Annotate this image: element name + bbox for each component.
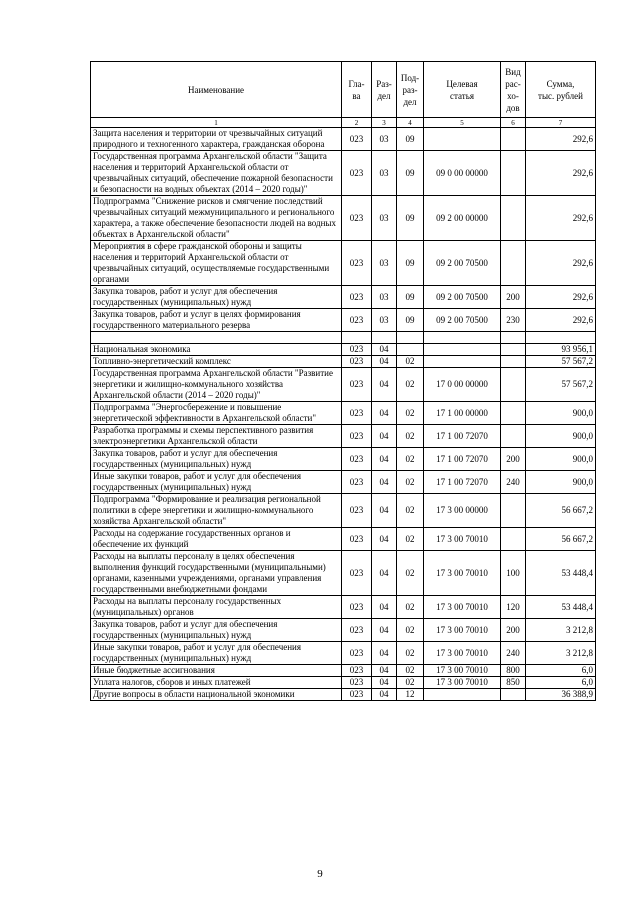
table-row — [91, 356, 596, 368]
cell-sum: 292,6 — [526, 196, 596, 241]
cell-expense-type: 850 — [501, 677, 526, 689]
cell-name: Расходы на содержание государственных органов и обеспечение их функций — [91, 528, 342, 551]
cell-sum: 3 212,8 — [526, 642, 596, 665]
cell-sum: 6,0 — [526, 677, 596, 689]
table-row — [91, 689, 596, 701]
cell-sum — [526, 332, 596, 344]
cell-expense-type — [501, 494, 526, 528]
cell-chapter: 023 — [342, 619, 372, 642]
cell-expense-type: 240 — [501, 642, 526, 665]
cell-section: 04 — [372, 551, 397, 596]
cell-section: 04 — [372, 368, 397, 402]
table-row — [91, 402, 596, 425]
cell-expense-type — [501, 344, 526, 356]
cell-expense-type: 120 — [501, 596, 526, 619]
cell-subsection: 09 — [397, 128, 424, 151]
cell-sum: 900,0 — [526, 448, 596, 471]
cell-chapter: 023 — [342, 309, 372, 332]
cell-expense-type — [501, 128, 526, 151]
cell-section: 04 — [372, 356, 397, 368]
cell-section — [372, 332, 397, 344]
cell-expense-type — [501, 151, 526, 196]
cell-sum: 292,6 — [526, 309, 596, 332]
cell-chapter: 023 — [342, 402, 372, 425]
cell-expense-type: 240 — [501, 471, 526, 494]
cell-subsection: 02 — [397, 448, 424, 471]
cell-subsection: 09 — [397, 151, 424, 196]
cell-name: Подпрограмма "Формирование и реализация региональной политики в сфере энергетики и жилищно-коммунального хозяйства Архангельской области" — [91, 494, 342, 528]
cell-subsection: 09 — [397, 286, 424, 309]
cell-subsection: 02 — [397, 551, 424, 596]
cell-target — [424, 356, 501, 368]
cell-name: Закупка товаров, работ и услуг для обеспечения государственных (муниципальных) нужд — [91, 286, 342, 309]
cell-expense-type — [501, 425, 526, 448]
cell-target: 17 3 00 70010 — [424, 551, 501, 596]
cell-chapter: 023 — [342, 196, 372, 241]
cell-target: 17 3 00 70010 — [424, 619, 501, 642]
cell-name: Иные закупки товаров, работ и услуг для обеспечения государственных (муниципальных) нужд — [91, 642, 342, 665]
cell-sum: 53 448,4 — [526, 596, 596, 619]
cell-chapter: 023 — [342, 596, 372, 619]
header-target: Целевая статья — [424, 62, 501, 118]
column-number: 6 — [501, 118, 526, 128]
cell-subsection: 12 — [397, 689, 424, 701]
table-row — [91, 448, 596, 471]
cell-target — [424, 128, 501, 151]
table-row — [91, 332, 596, 344]
table-row — [91, 596, 596, 619]
cell-section: 04 — [372, 689, 397, 701]
header-subsection: Под- раз- дел — [397, 62, 424, 118]
cell-chapter: 023 — [342, 528, 372, 551]
header-row — [91, 62, 596, 118]
cell-subsection: 02 — [397, 642, 424, 665]
cell-sum: 292,6 — [526, 128, 596, 151]
table-row — [91, 309, 596, 332]
cell-target: 17 1 00 72070 — [424, 425, 501, 448]
column-number: 2 — [342, 118, 372, 128]
cell-chapter: 023 — [342, 471, 372, 494]
cell-sum: 900,0 — [526, 425, 596, 448]
cell-sum: 53 448,4 — [526, 551, 596, 596]
header-expense-type: Вид рас- хо- дов — [501, 62, 526, 118]
cell-expense-type — [501, 356, 526, 368]
cell-section: 04 — [372, 596, 397, 619]
cell-sum: 3 212,8 — [526, 619, 596, 642]
cell-name: Закупка товаров, работ и услуг для обеспечения государственных (муниципальных) нужд — [91, 619, 342, 642]
cell-chapter: 023 — [342, 368, 372, 402]
cell-sum: 93 956,1 — [526, 344, 596, 356]
cell-expense-type — [501, 196, 526, 241]
cell-target: 17 3 00 70010 — [424, 665, 501, 677]
cell-expense-type — [501, 402, 526, 425]
cell-name: Защита населения и территории от чрезвычайных ситуаций природного и техногенного характера, гражданская оборона — [91, 128, 342, 151]
cell-name: Закупка товаров, работ и услуг в целях формирования государственного материального резерва — [91, 309, 342, 332]
cell-expense-type — [501, 241, 526, 286]
cell-target — [424, 689, 501, 701]
cell-section: 03 — [372, 151, 397, 196]
cell-section: 03 — [372, 196, 397, 241]
cell-expense-type: 200 — [501, 448, 526, 471]
cell-chapter: 023 — [342, 665, 372, 677]
cell-subsection — [397, 332, 424, 344]
cell-subsection: 02 — [397, 494, 424, 528]
table-row — [91, 128, 596, 151]
cell-target: 09 2 00 70500 — [424, 241, 501, 286]
cell-name: Подпрограмма "Снижение рисков и смягчение последствий чрезвычайных ситуаций межмуниципального и регионального характера, а также обеспечение безопасности людей на водных объектах в Архангельской области" — [91, 196, 342, 241]
cell-chapter: 023 — [342, 551, 372, 596]
cell-subsection: 02 — [397, 677, 424, 689]
cell-name: Расходы на выплаты персоналу государственных (муниципальных) органов — [91, 596, 342, 619]
table-row — [91, 619, 596, 642]
header-chapter: Гла- ва — [342, 62, 372, 118]
cell-section: 04 — [372, 448, 397, 471]
cell-subsection: 09 — [397, 196, 424, 241]
cell-chapter: 023 — [342, 128, 372, 151]
header-section: Раз- дел — [372, 62, 397, 118]
cell-chapter: 023 — [342, 448, 372, 471]
cell-name: Национальная экономика — [91, 344, 342, 356]
cell-section: 03 — [372, 128, 397, 151]
cell-section: 03 — [372, 286, 397, 309]
cell-sum: 57 567,2 — [526, 356, 596, 368]
cell-subsection: 02 — [397, 665, 424, 677]
budget-table — [90, 61, 596, 701]
cell-sum: 292,6 — [526, 151, 596, 196]
cell-target: 17 3 00 70010 — [424, 642, 501, 665]
cell-chapter — [342, 332, 372, 344]
cell-expense-type — [501, 528, 526, 551]
cell-subsection: 09 — [397, 241, 424, 286]
cell-target — [424, 344, 501, 356]
table-row — [91, 344, 596, 356]
cell-expense-type: 200 — [501, 286, 526, 309]
table-row — [91, 471, 596, 494]
cell-name: Иные бюджетные ассигнования — [91, 665, 342, 677]
column-number-row — [91, 118, 596, 128]
cell-name: Государственная программа Архангельской области "Защита населения и территорий Архангельской области от чрезвычайных ситуаций, обеспечение пожарной безопасности и безопасности на водных объектах (2014 – 2020 годы)" — [91, 151, 342, 196]
cell-sum: 6,0 — [526, 665, 596, 677]
cell-target: 09 2 00 00000 — [424, 196, 501, 241]
cell-expense-type: 800 — [501, 665, 526, 677]
column-number: 4 — [397, 118, 424, 128]
cell-sum: 292,6 — [526, 241, 596, 286]
cell-chapter: 023 — [342, 356, 372, 368]
cell-chapter: 023 — [342, 241, 372, 286]
cell-sum: 36 388,9 — [526, 689, 596, 701]
column-number: 1 — [91, 118, 342, 128]
cell-section: 04 — [372, 471, 397, 494]
cell-chapter: 023 — [342, 642, 372, 665]
column-number: 7 — [526, 118, 596, 128]
table-row — [91, 528, 596, 551]
cell-target: 17 1 00 00000 — [424, 402, 501, 425]
cell-expense-type — [501, 332, 526, 344]
cell-subsection: 02 — [397, 528, 424, 551]
page-number: 9 — [317, 868, 323, 880]
header-sum: Сумма, тыс. рублей — [526, 62, 596, 118]
cell-expense-type — [501, 368, 526, 402]
cell-name: Иные закупки товаров, работ и услуг для обеспечения государственных (муниципальных) нужд — [91, 471, 342, 494]
cell-target: 17 3 00 00000 — [424, 494, 501, 528]
cell-section: 04 — [372, 425, 397, 448]
cell-subsection: 02 — [397, 471, 424, 494]
cell-expense-type — [501, 689, 526, 701]
cell-name: Государственная программа Архангельской области "Развитие энергетики и жилищно-коммунального хозяйства Архангельской области (2014 – 2020 годы)" — [91, 368, 342, 402]
cell-section: 04 — [372, 619, 397, 642]
cell-section: 03 — [372, 309, 397, 332]
cell-section: 04 — [372, 642, 397, 665]
cell-sum: 57 567,2 — [526, 368, 596, 402]
cell-expense-type: 100 — [501, 551, 526, 596]
cell-expense-type: 230 — [501, 309, 526, 332]
table-row — [91, 551, 596, 596]
cell-name: Расходы на выплаты персоналу в целях обеспечения выполнения функций государственными (муниципальными) органами, казенными учреждениями, органами управления государственными внебюджетными фондами — [91, 551, 342, 596]
cell-chapter: 023 — [342, 494, 372, 528]
cell-name: Другие вопросы в области национальной экономики — [91, 689, 342, 701]
cell-target: 17 3 00 70010 — [424, 528, 501, 551]
header-name: Наименование — [91, 62, 342, 118]
cell-subsection — [397, 344, 424, 356]
cell-section: 04 — [372, 677, 397, 689]
column-number: 5 — [424, 118, 501, 128]
cell-sum: 56 667,2 — [526, 528, 596, 551]
table-row — [91, 196, 596, 241]
cell-name — [91, 332, 342, 344]
table-row — [91, 286, 596, 309]
cell-target: 09 2 00 70500 — [424, 286, 501, 309]
cell-chapter: 023 — [342, 344, 372, 356]
cell-chapter: 023 — [342, 689, 372, 701]
table-row — [91, 368, 596, 402]
table-row — [91, 642, 596, 665]
cell-name: Мероприятия в сфере гражданской обороны и защиты населения и территорий Архангельской области от чрезвычайных ситуаций, осуществляемые государственными органами — [91, 241, 342, 286]
cell-expense-type: 200 — [501, 619, 526, 642]
cell-subsection: 02 — [397, 368, 424, 402]
cell-subsection: 02 — [397, 619, 424, 642]
cell-chapter: 023 — [342, 425, 372, 448]
cell-name: Уплата налогов, сборов и иных платежей — [91, 677, 342, 689]
cell-name: Подпрограмма "Энергосбережение и повышение энергетической эффективности в Архангельской области" — [91, 402, 342, 425]
cell-section: 04 — [372, 344, 397, 356]
table-row — [91, 665, 596, 677]
cell-sum: 900,0 — [526, 471, 596, 494]
table-row — [91, 494, 596, 528]
cell-sum: 292,6 — [526, 286, 596, 309]
table-row — [91, 677, 596, 689]
table-row — [91, 425, 596, 448]
cell-chapter: 023 — [342, 677, 372, 689]
cell-target: 09 0 00 00000 — [424, 151, 501, 196]
cell-chapter: 023 — [342, 286, 372, 309]
cell-sum: 900,0 — [526, 402, 596, 425]
table-row — [91, 151, 596, 196]
cell-section: 03 — [372, 241, 397, 286]
cell-sum: 56 667,2 — [526, 494, 596, 528]
cell-name: Закупка товаров, работ и услуг для обеспечения государственных (муниципальных) нужд — [91, 448, 342, 471]
cell-target: 17 3 00 70010 — [424, 677, 501, 689]
cell-subsection: 02 — [397, 596, 424, 619]
cell-target: 17 0 00 00000 — [424, 368, 501, 402]
table-row — [91, 241, 596, 286]
cell-name: Топливно-энергетический комплекс — [91, 356, 342, 368]
column-number: 3 — [372, 118, 397, 128]
cell-subsection: 09 — [397, 309, 424, 332]
cell-target — [424, 332, 501, 344]
cell-section: 04 — [372, 494, 397, 528]
cell-subsection: 02 — [397, 425, 424, 448]
cell-target: 17 1 00 72070 — [424, 471, 501, 494]
cell-chapter: 023 — [342, 151, 372, 196]
cell-subsection: 02 — [397, 402, 424, 425]
cell-section: 04 — [372, 402, 397, 425]
cell-section: 04 — [372, 665, 397, 677]
cell-name: Разработка программы и схемы перспективного развития электроэнергетики Архангельской области — [91, 425, 342, 448]
cell-target: 17 3 00 70010 — [424, 596, 501, 619]
cell-subsection: 02 — [397, 356, 424, 368]
cell-section: 04 — [372, 528, 397, 551]
cell-target: 17 1 00 72070 — [424, 448, 501, 471]
cell-target: 09 2 00 70500 — [424, 309, 501, 332]
